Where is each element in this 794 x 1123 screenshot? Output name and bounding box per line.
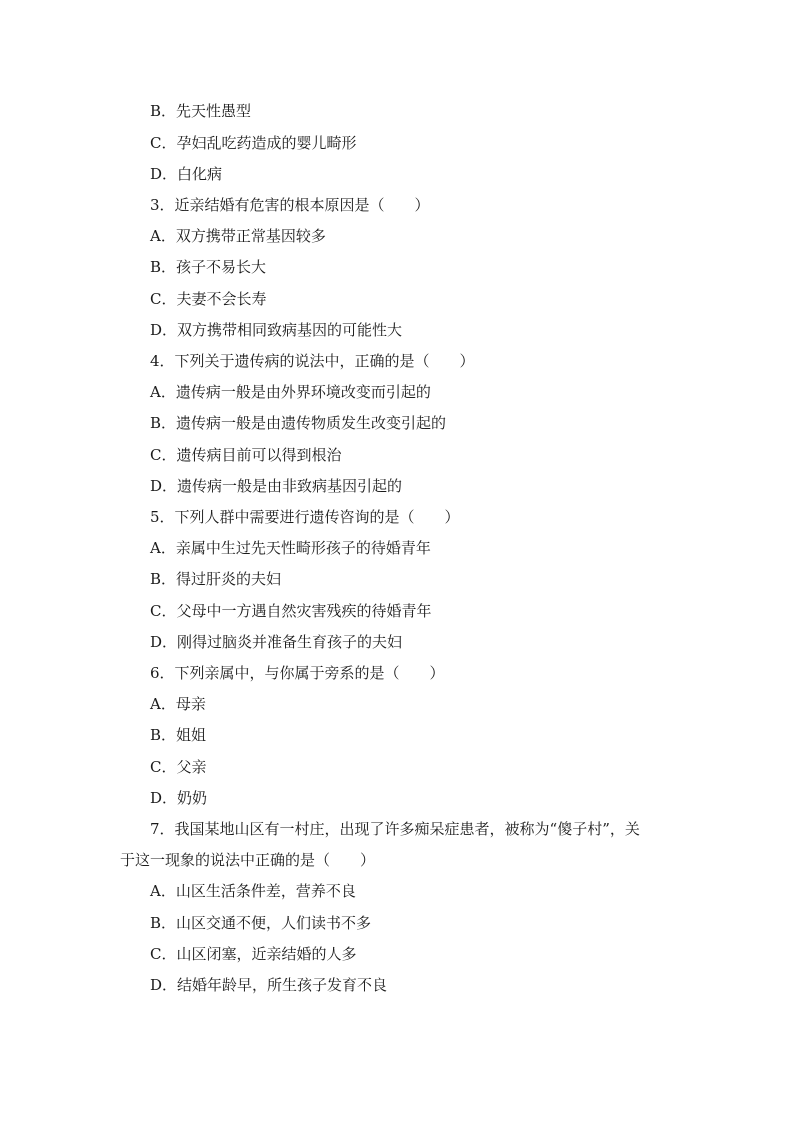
q7-option-b: B．山区交通不便，人们读书不多 [150,914,372,932]
q6-option-a: A．母亲 [150,695,206,713]
q2-option-d: D．白化病 [150,165,223,183]
q4-option-d: D．遗传病一般是由非致病基因引起的 [150,477,403,495]
q3-option-d: D．双方携带相同致病基因的可能性大 [150,321,403,339]
q6-option-d: D．奶奶 [150,789,208,807]
q6-option-c: C．父亲 [150,758,207,776]
q7-option-d: D．结婚年龄早，所生孩子发育不良 [150,976,388,994]
q4-stem: 4．下列关于遗传病的说法中，正确的是（ ） [150,352,475,370]
q6-stem: 6．下列亲属中，与你属于旁系的是（ ） [150,664,445,682]
q5-stem: 5．下列人群中需要进行遗传咨询的是（ ） [150,508,460,526]
q7-option-a: A．山区生活条件差，营养不良 [150,882,356,900]
q2-option-c: C．孕妇乱吃药造成的婴儿畸形 [150,134,357,152]
q5-option-b: B．得过肝炎的夫妇 [150,570,282,588]
q2-option-b: B．先天性愚型 [150,102,252,120]
q3-option-c: C．夫妻不会长寿 [150,290,267,308]
q4-option-c: C．遗传病目前可以得到根治 [150,446,342,464]
q5-option-d: D．刚得过脑炎并准备生育孩子的夫妇 [150,633,403,651]
q7-stem-line-1: 7．我国某地山区有一村庄，出现了许多痴呆症患者，被称为“傻子村”，关 [150,820,640,838]
q7-option-c: C．山区闭塞，近亲结婚的人多 [150,945,357,963]
q5-option-a: A．亲属中生过先天性畸形孩子的待婚青年 [150,539,431,557]
q4-option-b: B．遗传病一般是由遗传物质发生改变引起的 [150,414,447,432]
q3-stem: 3．近亲结婚有危害的根本原因是（ ） [150,196,430,214]
q3-option-a: A．双方携带正常基因较多 [150,227,326,245]
q3-option-b: B．孩子不易长大 [150,258,267,276]
q7-stem-line-2: 于这一现象的说法中正确的是（ ） [120,851,376,869]
q5-option-c: C．父母中一方遇自然灾害残疾的待婚青年 [150,602,432,620]
q6-option-b: B．姐姐 [150,726,207,744]
q4-option-a: A．遗传病一般是由外界环境改变而引起的 [150,383,431,401]
